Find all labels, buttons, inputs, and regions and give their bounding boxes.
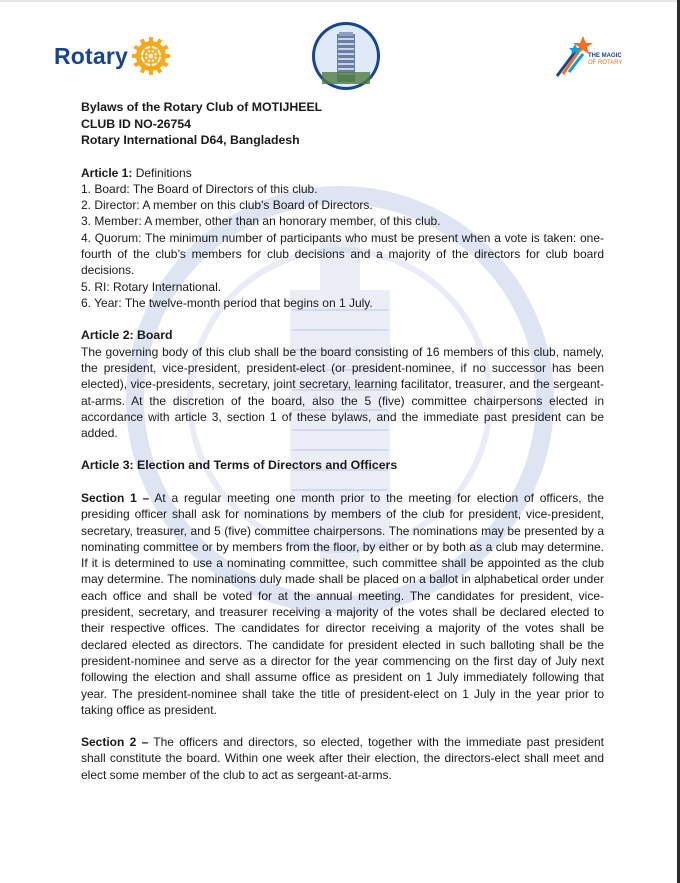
section2-label: Section 2 – xyxy=(81,735,149,750)
rotary-wheel-icon xyxy=(131,36,171,76)
definition-item-4: 4. Quorum: The minimum number of participants who must be present when a vote is taken: one-fourth of the club’s members for club decisions and a majority of the directors for club board decisions. xyxy=(81,230,604,278)
magic-line-2: OF ROTARY xyxy=(588,60,623,66)
definition-item-3: 3. Member: A member, other than an honorary member, of this club. xyxy=(81,214,441,229)
article1-heading-rest: Definitions xyxy=(132,165,192,180)
article1-heading-label: Article 1: xyxy=(81,165,133,180)
section1-label: Section 1 – xyxy=(81,490,150,505)
page-top-edge xyxy=(0,0,680,2)
definition-item-6: 6. Year: The twelve-month period that begins on 1 July. xyxy=(81,295,373,310)
club-building-seal xyxy=(310,20,382,92)
rotary-logo xyxy=(54,36,171,76)
definition-item-1: 1. Board: The Board of Directors of this club. xyxy=(81,181,318,196)
article3-section1 xyxy=(81,490,604,718)
magic-of-rotary-text xyxy=(588,53,622,67)
article2-heading: Article 2: Board xyxy=(81,328,173,343)
article3-heading: Article 3: Election and Terms of Directors and Officers xyxy=(81,458,398,473)
rotary-wordmark: Rotary xyxy=(54,42,129,69)
definition-item-2: 2. Director: A member on this club's Board of Directors. xyxy=(81,198,373,213)
magic-line-1: THE MAGIC xyxy=(588,53,622,59)
doc-title-line-2: CLUB ID NO-26754 xyxy=(81,116,192,131)
section1-body: At a regular meeting one month prior to the meeting for election of officers, the presiding officer shall ask for nominations by members of the club for president, vice-president, secretary, treasurer, and 5 (five) committee chairpersons. The nominations may be presented by a nominating committee or by members from the floor, by either or by both as a club may determine. If it is determined to use a nominating committee, such committee shall be appointed as the club may determine. The nominations duly made shall be placed on a ballot in alphabetical order under each office and shall be voted for at the annual meeting. The candidates for president, vice-president, secretary, and treasurer receiving a majority of the votes shall be declared elected to their respective offices. The candidates for director receiving a majority of the votes shall be declared elected as directors. The candidate for president elected in such balloting shall be the president-nominee and serve as a director for the year commencing on the first day of July next following the election and shall assume office as president on 1 July immediately following that year. The president-nominee shall take the title of president-elect on 1 July in the year prior to taking office as president. xyxy=(81,490,605,717)
doc-title-line-1: Bylaws of the Rotary Club of MOTIJHEEL xyxy=(81,100,323,114)
article2-body: The governing body of this club shall be the board consisting of 16 members of this club, namely, the president, vice-president, president-elect (or president-nominee, if no successor has been elected), vice-presidents, secretary, joint secretary, learning facilitator, treasurer, and the sergeant-at-arms. At the discretion of the board, also the 5 (five) committee chairpersons elected in accordance with article 3, section 1 of these bylaws, and the immediate past president can be added. xyxy=(81,344,604,441)
article3-section2 xyxy=(81,734,604,783)
definition-item-5: 5. RI: Rotary International. xyxy=(81,279,222,294)
document-body xyxy=(81,99,604,783)
doc-title-line-3: Rotary International D64, Bangladesh xyxy=(81,133,300,147)
article1-heading xyxy=(81,165,604,181)
section2-body: The officers and directors, so elected, together with the immediate past president shall constitute the board. Within one week after their election, the directors-elect shall meet and elect some member of the club to act as sergeant-at-arms. xyxy=(81,735,604,782)
